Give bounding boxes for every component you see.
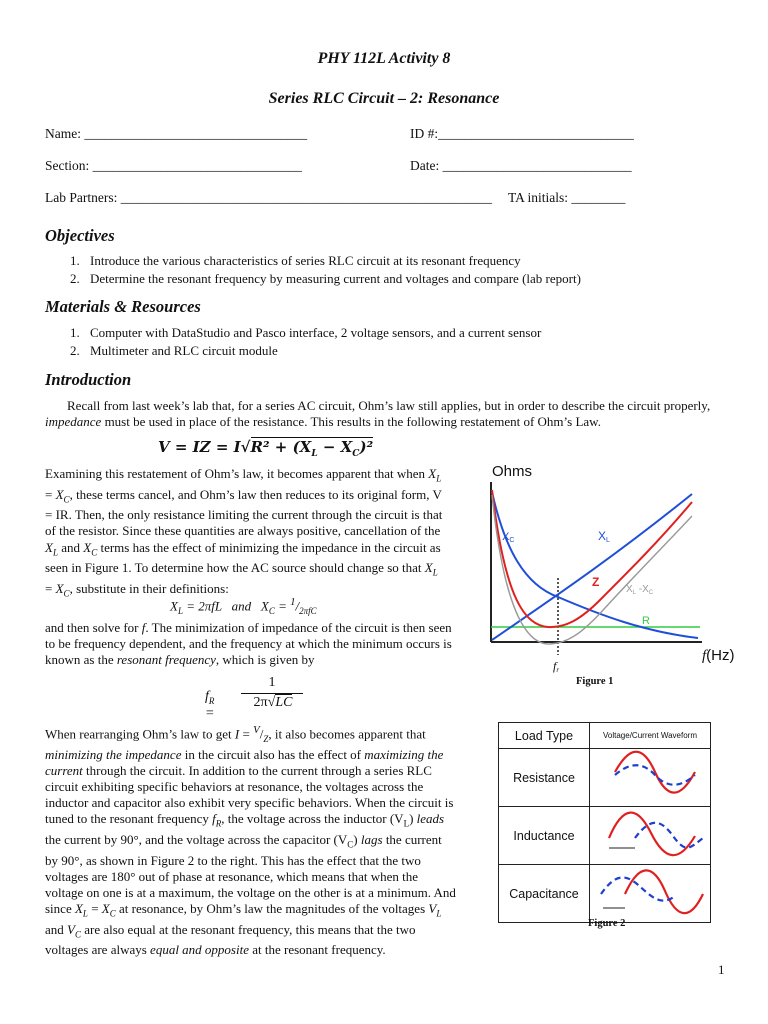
materials-heading: Materials & Resources: [45, 297, 201, 316]
name-label: Name:: [45, 126, 81, 141]
date-blank[interactable]: ____________________________: [442, 158, 632, 173]
partners-field[interactable]: [45, 190, 492, 206]
xl-xc-label: $X_L$ $-X_C$: [626, 584, 654, 596]
date-label: Date:: [410, 158, 440, 173]
id-label: ID #:: [410, 126, 439, 141]
list-item: 2. Determine the resonant frequency by measuring current and voltages and compare (lab report): [70, 271, 581, 286]
row-capacitance: Capacitance: [499, 865, 590, 923]
col-header-waveform: Voltage/Current Waveform: [590, 723, 711, 749]
objectives-heading: Objectives: [45, 226, 115, 245]
row-inductance: Inductance: [499, 807, 590, 865]
materials-list: [70, 324, 541, 360]
partners-blank[interactable]: _______________________________________________________: [120, 190, 492, 205]
xc-label: XC: [502, 531, 515, 544]
id-field[interactable]: [410, 126, 634, 142]
course-title: PHY 112L Activity 8: [317, 50, 451, 67]
z-label: Z: [592, 575, 600, 589]
page-number: 1: [718, 962, 725, 977]
date-field[interactable]: [410, 158, 632, 174]
list-item: 1. Introduce the various characteristics of series RLC circuit at its resonant frequency: [70, 253, 521, 268]
name-blank[interactable]: _________________________________: [84, 126, 308, 141]
y-axis-label: Ohms: [492, 463, 533, 480]
introduction-heading: Introduction: [45, 370, 132, 389]
section-field[interactable]: [45, 158, 302, 174]
figure-1-impedance-graph: [470, 460, 768, 685]
id-blank[interactable]: _____________________________: [438, 126, 634, 141]
waveform-capacitance: [590, 865, 711, 923]
name-field[interactable]: [45, 126, 307, 142]
xl-label: XL: [598, 529, 610, 544]
r-label: R: [642, 615, 650, 627]
objectives-list: [70, 252, 581, 288]
resonance-label: fr: [553, 659, 560, 674]
list-item: 2. Multimeter and RLC circuit module: [70, 343, 278, 358]
row-resistance: Resistance: [499, 749, 590, 807]
waveform-resistance: [590, 749, 711, 807]
section-blank[interactable]: _______________________________: [92, 158, 302, 173]
reactance-equations: $X_L = 2\pi fL$ and $X_C = ^1/_{2\pi fC}$: [170, 596, 317, 616]
z-curve: [492, 490, 692, 627]
figure-2-table: [498, 722, 711, 923]
col-header-load-type: Load Type: [499, 723, 590, 749]
intro-paragraph-3: and then solve for f. The minimization of impedance of the circuit is then seen to be frequency dependent, and the frequency at which the minimum occurs is known as the resonant frequency, which is given by: [45, 620, 452, 668]
list-item: 1. Computer with DataStudio and Pasco interface, 2 voltage sensors, and a current sensor: [70, 325, 542, 340]
intro-paragraph-2: Examining this restatement of Ohm’s law, it becomes apparent that when $X_L = X_C$, these terms cancel, and Ohm’s law then reduces to its original form, V = IR. Then, the only resistance limiting the current through the circuit is that of the resistor. Since these quantities are always positive, cancellation of the $X_L$ and $X_C$ terms has the effect of minimizing the impedance in the circuit as seen in Figure 1. To determine how the AC source should change so that $X_L = X_C$, substitute in their definitions:: [45, 466, 443, 599]
ta-blank[interactable]: ________: [571, 190, 626, 205]
partners-label: Lab Partners:: [45, 190, 118, 205]
section-label: Section:: [45, 158, 90, 173]
document-subtitle: Series RLC Circuit – 2: Resonance: [268, 90, 500, 107]
waveform-inductance: [590, 807, 711, 865]
intro-paragraph-1: Recall from last week’s lab that, for a series AC circuit, Ohm’s law still applies, but in order to describe the circuit properly, impedance must be used in place of the resistance. This results in the following restatement of Ohm’s Law.: [45, 398, 711, 430]
ta-label: TA initials:: [508, 190, 569, 205]
x-axis-label: f(Hz): [702, 647, 735, 664]
figure-1-caption: Figure 1: [576, 676, 614, 687]
intro-paragraph-4: When rearranging Ohm’s law to get $I = ^V/_Z$, it also becomes apparent that minimizing the impedance in the circuit also has the effect of maximizing the current through the circuit. In addition to the current through a series RLC circuit exhibiting specific behaviors at resonance, the voltages across the inductor and capacitor also exhibit very specific behaviors. When the circuit is tuned to the resonant frequency $f_R$, the voltage across the inductor $(V_L)$ leads the current by 90°, and the voltage across the capacitor $(V_C)$ lags the current by 90°, as shown in Figure 2 to the right. This has the effect that the two voltages are 180° out of phase at resonance, which means that when the voltage on one is at a maximum, the voltage on the other is at a minimum. And since $X_L = X_C$ at resonance, by Ohm’s law the magnitudes of the voltages $V_L$ and $V_C$ are also equal at the resonant frequency, this means that the two voltages are always equal and opposite at the resonant frequency.: [45, 724, 456, 958]
ohms-law-equation: V = IZ = $I√R^2 + (X_L - X_C)^2$: [158, 438, 374, 459]
ta-field[interactable]: [508, 190, 625, 206]
figure-2-caption: Figure 2: [588, 918, 626, 929]
